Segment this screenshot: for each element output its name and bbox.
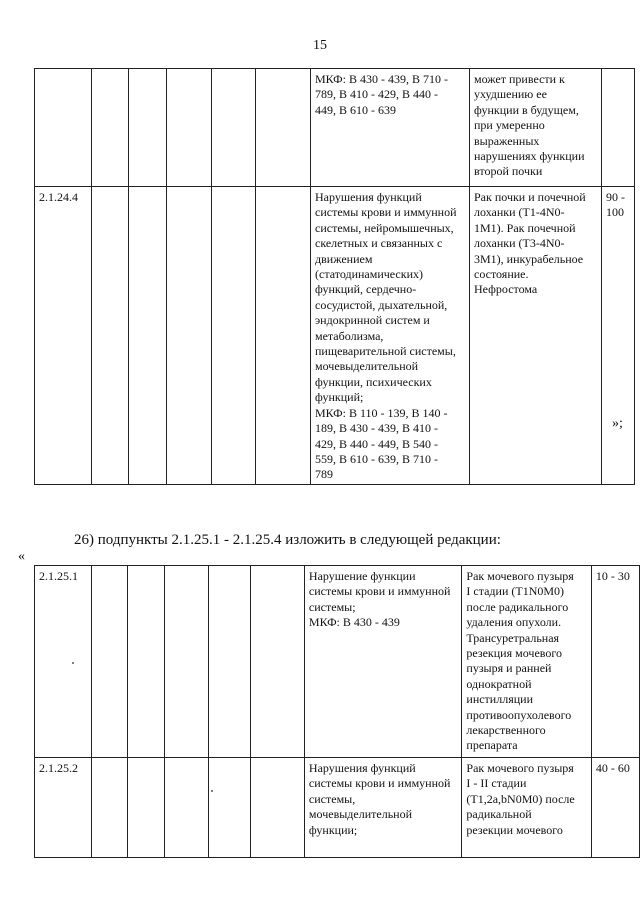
empty-cell (167, 69, 212, 187)
empty-cell (256, 69, 311, 187)
row-code: 2.1.25.2 (35, 758, 92, 858)
table-row (35, 187, 635, 485)
row-code (35, 69, 92, 187)
table-row (35, 69, 635, 187)
disability-percent: 90 - 100 (602, 187, 635, 485)
clinical-condition: может привести к ухудшению ее функции в будущем, при умеренно выраженных нарушениях функции второй почки (470, 69, 602, 187)
empty-cell (212, 69, 256, 187)
empty-cell (208, 758, 251, 858)
empty-cell (167, 187, 212, 485)
disability-table-continued (34, 68, 635, 485)
empty-cell (164, 566, 208, 758)
empty-cell (127, 566, 164, 758)
empty-cell (129, 69, 167, 187)
empty-cell (212, 187, 256, 485)
empty-cell (127, 758, 164, 858)
disability-table-amended (34, 565, 640, 858)
clinical-condition: Рак почки и почечной лоханки (T1-4N0- 1M1). Рак почечной лоханки (T3-4N0- 3M1), инкурабельное состояние. Нефростома (470, 187, 602, 485)
empty-cell (251, 758, 305, 858)
table-row (35, 758, 640, 858)
empty-cell (92, 187, 129, 485)
empty-cell (91, 758, 127, 858)
opening-quote: « (18, 549, 25, 564)
impairment-criteria: Нарушение функции системы крови и иммунной системы; МКФ: В 430 - 439 (304, 566, 461, 758)
disability-percent (602, 69, 635, 187)
amendment-paragraph: 26) подпункты 2.1.25.1 - 2.1.25.4 изложить в следующей редакции: (74, 532, 501, 548)
disability-percent: 10 - 30 (591, 566, 639, 758)
closing-quote: »; (612, 416, 623, 431)
empty-cell (256, 187, 311, 485)
scan-speck (72, 662, 74, 664)
empty-cell (164, 758, 208, 858)
clinical-condition: Рак мочевого пузыря I - II стадии (T1,2a,bN0M0) после радикальной резекции мочевого (462, 758, 591, 858)
empty-cell (208, 566, 251, 758)
page-number: 15 (313, 38, 327, 53)
impairment-criteria: МКФ: В 430 - 439, В 710 - 789, В 410 - 429, В 440 - 449, В 610 - 639 (311, 69, 470, 187)
scan-speck (211, 790, 213, 792)
empty-cell (251, 566, 305, 758)
row-code: 2.1.24.4 (35, 187, 92, 485)
empty-cell (91, 566, 127, 758)
disability-percent: 40 - 60 (591, 758, 639, 858)
impairment-criteria: Нарушения функций системы крови и иммунной системы, нейромышечных, скелетных и связанных с движением (статодинамических) функций, сердечно- сосудистой, дыхательной, эндокринной систем и метаболизма, пищеварительной системы, мочевыделительной функции, психических функций; МКФ: В 110 - 139, В 140 - 189, В 430 - 439, В 410 - 429, В 440 - 449, В 540 - 559, В 610 - 639, В 710 - 789 (311, 187, 470, 485)
impairment-criteria: Нарушения функций системы крови и иммунной системы, мочевыделительной функции; (304, 758, 461, 858)
clinical-condition: Рак мочевого пузыря I стадии (T1N0M0) после радикального удаления опухоли. Трансуретральная резекция мочевого пузыря и ранней однократной инстилляции противоопухолевого лекарственного препарата (462, 566, 591, 758)
empty-cell (92, 69, 129, 187)
table-row (35, 566, 640, 758)
row-code: 2.1.25.1 (35, 566, 92, 758)
empty-cell (129, 187, 167, 485)
